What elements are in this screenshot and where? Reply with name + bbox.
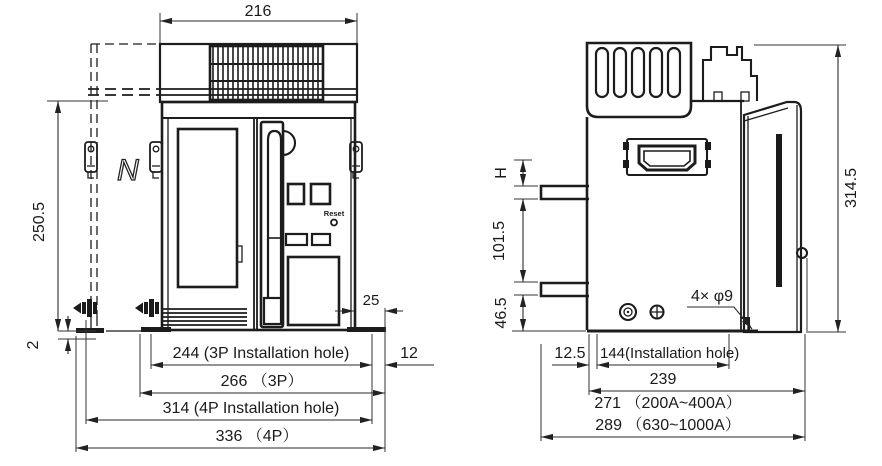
dim-flange: 25 xyxy=(362,292,380,309)
handle-recess xyxy=(623,139,711,175)
dim-hole-4p: 314 (4P Installation hole) xyxy=(162,400,340,417)
neutral-pole-dashed xyxy=(73,44,160,331)
terminal-bolt xyxy=(135,299,159,317)
vent-grille xyxy=(210,46,323,100)
dim-base-offset: 46.5 xyxy=(493,297,510,329)
side-view xyxy=(541,43,807,332)
front-view xyxy=(73,44,386,331)
dim-overall-4p: 336 （4P） xyxy=(215,428,299,445)
dim-front-height: 250.5 xyxy=(31,201,48,243)
face-divider xyxy=(254,118,257,330)
dim-depth-630-1000: 289 （630~1000A） xyxy=(595,417,741,434)
dim-overall-3p: 266 （3P） xyxy=(220,373,304,390)
bottom-screws xyxy=(620,304,664,320)
side-view-dimensions xyxy=(491,45,860,441)
neutral-pole-label: N xyxy=(117,154,139,187)
reset-button xyxy=(331,220,337,226)
dim-hole-pitch: 144(Installation hole) xyxy=(600,345,740,362)
reset-label: Reset xyxy=(323,209,345,218)
dim-edge-offset: 12 xyxy=(400,345,418,362)
terminal-bar-lower xyxy=(541,283,589,296)
terminal-bar-upper xyxy=(541,186,589,199)
vent-box xyxy=(587,43,691,117)
dim-plate-thickness: 2 xyxy=(25,340,42,350)
rail-clip-left xyxy=(150,142,162,178)
dim-hole-3p: 244 (3P Installation hole) xyxy=(172,345,350,362)
nameplate xyxy=(288,257,339,325)
dim-front-offset: 12.5 xyxy=(554,345,586,362)
dim-front-width: 216 xyxy=(244,3,272,20)
indicator-slot-1 xyxy=(286,234,307,245)
dim-depth: 239 xyxy=(649,371,677,388)
dim-terminal-h: H xyxy=(493,167,510,179)
front-view-dimensions xyxy=(25,3,434,452)
indicator-button-1 xyxy=(288,184,304,204)
vent-slots xyxy=(596,48,680,97)
label-window xyxy=(178,129,237,287)
dim-terminal-pitch: 101.5 xyxy=(491,220,508,262)
dim-side-height: 314.5 xyxy=(843,167,860,209)
terminal-stripes xyxy=(163,309,247,325)
dim-depth-200-400: 271 （200A~400A） xyxy=(594,395,742,412)
front-panel xyxy=(741,101,807,332)
operating-handle xyxy=(261,122,295,327)
indicator-button-2 xyxy=(311,184,330,204)
dim-mounting-holes: 4× φ9 xyxy=(691,288,733,305)
indicator-slot-2 xyxy=(312,234,330,245)
